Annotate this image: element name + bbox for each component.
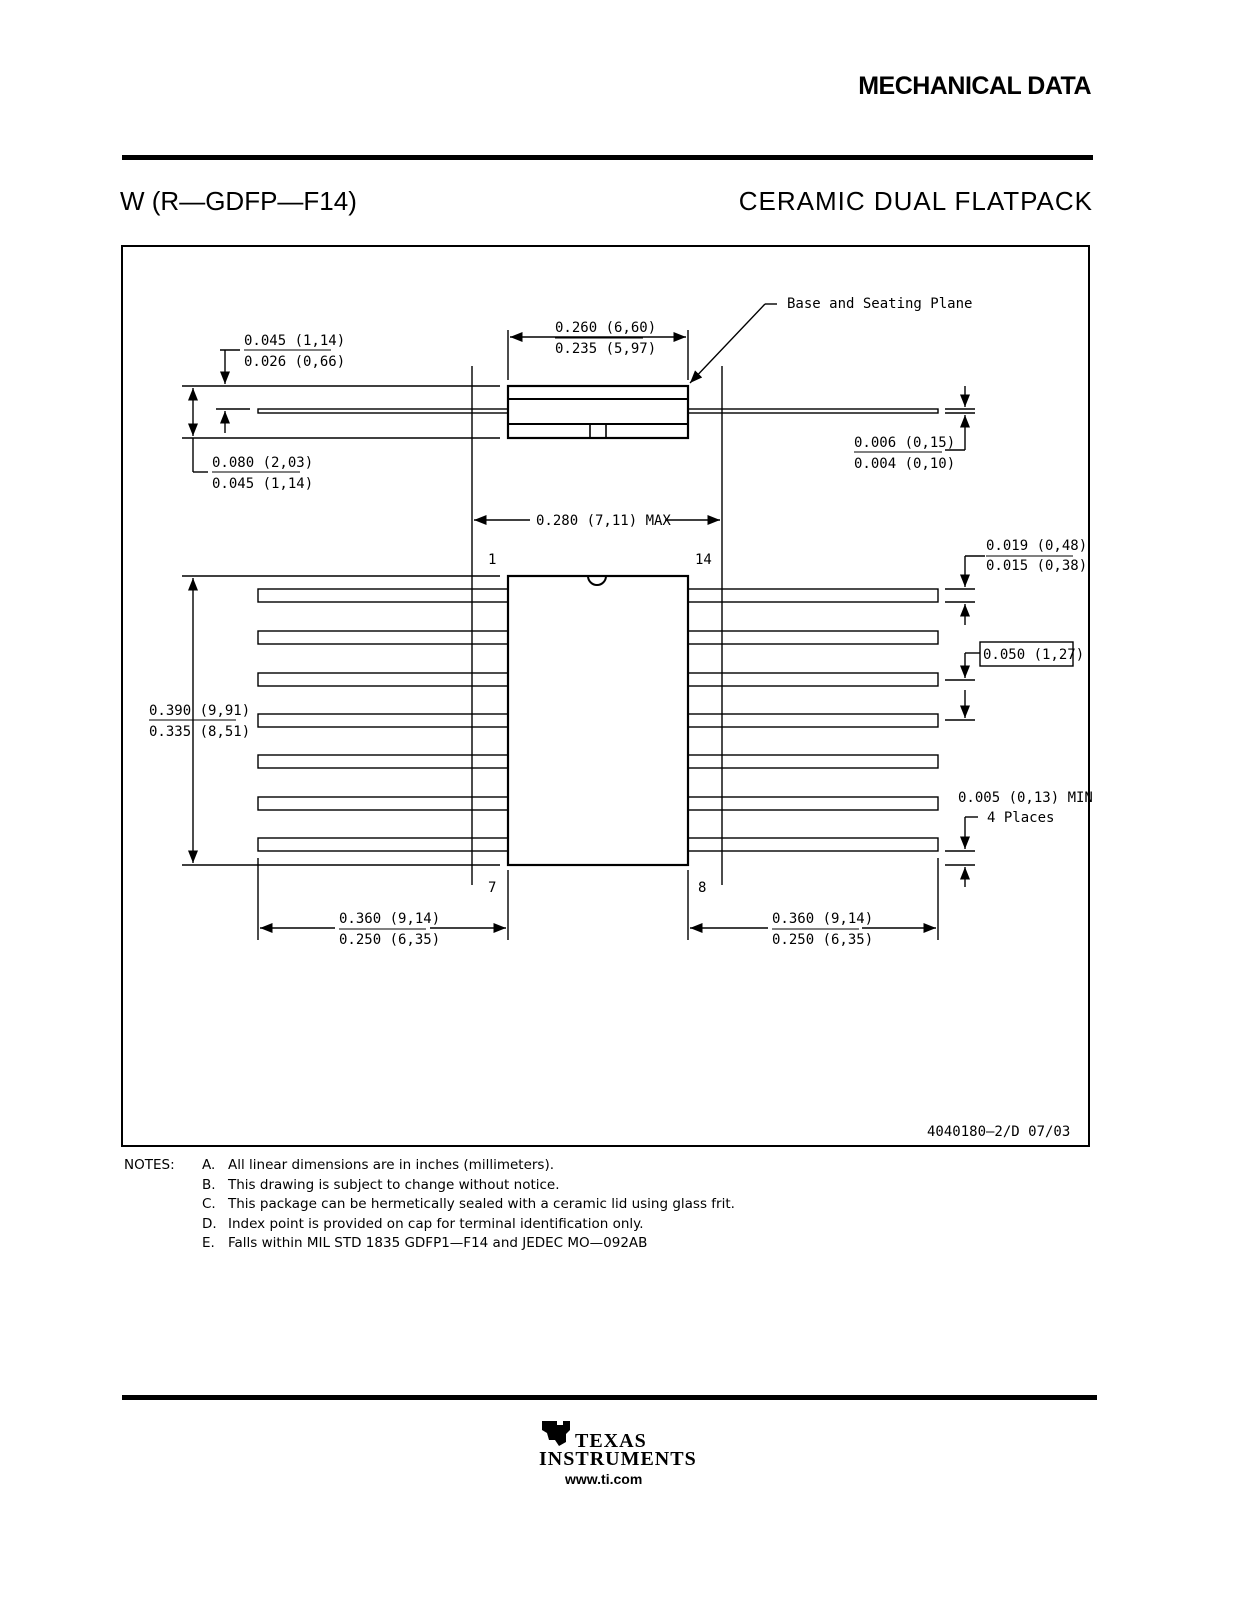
lead-right	[688, 797, 938, 810]
note-letter: E.	[202, 1235, 215, 1252]
note-text: This package can be hermetically sealed with a ceramic lid using glass frit.	[228, 1196, 735, 1213]
section-title: MECHANICAL DATA	[858, 72, 1091, 100]
note-item	[202, 1215, 735, 1235]
side-lead-left	[258, 409, 508, 413]
note-item	[202, 1176, 735, 1196]
note-item	[202, 1234, 735, 1254]
overall-width: 0.280 (7,11) MAX	[536, 513, 671, 529]
logo-instruments: INSTRUMENTS	[539, 1448, 697, 1470]
pitch-value: 0.050 (1,27)	[983, 647, 1085, 663]
height-min: 0.045 (1,14)	[212, 476, 314, 492]
logo-texas: TEXAS	[575, 1430, 647, 1452]
lead-left	[258, 755, 508, 768]
pin-number-8: 8	[698, 880, 707, 896]
lead-thickness-min: 0.004 (0,10)	[854, 456, 956, 472]
lead-right	[688, 714, 938, 727]
lead-length-left-max: 0.360 (9,14)	[339, 911, 441, 927]
note-item	[202, 1156, 735, 1176]
lead-left	[258, 589, 508, 602]
notes-list	[202, 1156, 735, 1254]
pin-number-1: 1	[488, 552, 497, 568]
body-width-max: 0.260 (6,60)	[555, 320, 657, 336]
top-view	[182, 556, 985, 940]
lead-right	[688, 631, 938, 644]
note-letter: C.	[202, 1196, 216, 1213]
lead-right	[688, 589, 938, 602]
lead-offset-max: 0.045 (1,14)	[244, 333, 346, 349]
note-text: Falls within MIL STD 1835 GDFP1—F14 and JEDEC MO—092AB	[228, 1235, 648, 1252]
package-name: CERAMIC DUAL FLATPACK	[738, 186, 1093, 216]
base-seating-label: Base and Seating Plane	[787, 296, 973, 312]
lead-right	[688, 673, 938, 686]
lead-length-left-min: 0.250 (6,35)	[339, 932, 441, 948]
website-url[interactable]: www.ti.com	[565, 1471, 643, 1487]
body-length-min: 0.335 (8,51)	[149, 724, 251, 740]
pin-number-7: 7	[488, 880, 497, 896]
ti-logo	[535, 1418, 695, 1490]
bottom-rule	[122, 1395, 1097, 1400]
lead-left	[258, 838, 508, 851]
drawing-number: 4040180—2/D 07/03	[927, 1124, 1071, 1140]
notes-label: NOTES:	[124, 1157, 175, 1173]
lead-left	[258, 797, 508, 810]
body-length-max: 0.390 (9,91)	[149, 703, 251, 719]
lead-right	[688, 838, 938, 851]
body-width-min: 0.235 (5,97)	[555, 341, 657, 357]
height-max: 0.080 (2,03)	[212, 455, 314, 471]
lead-gap-places: 4 Places	[987, 810, 1055, 826]
top-body	[508, 576, 688, 865]
side-body	[508, 386, 688, 438]
lead-left	[258, 714, 508, 727]
note-letter: B.	[202, 1176, 216, 1193]
side-view	[182, 304, 975, 885]
ti-chip-icon	[539, 1418, 575, 1448]
svg-text:ti: ti	[550, 1424, 567, 1440]
lead-left	[258, 631, 508, 644]
note-text: All linear dimensions are in inches (millimeters).	[228, 1157, 555, 1173]
lead-thickness-max: 0.006 (0,15)	[854, 435, 956, 451]
side-lead-right	[688, 409, 938, 413]
lead-right	[688, 755, 938, 768]
note-text: Index point is provided on cap for terminal identification only.	[228, 1215, 644, 1232]
lead-width-max: 0.019 (0,48)	[986, 538, 1088, 554]
pin-number-14: 14	[695, 552, 712, 568]
note-text: This drawing is subject to change without notice.	[228, 1176, 560, 1193]
note-item	[202, 1195, 735, 1215]
lead-offset-min: 0.026 (0,66)	[244, 354, 346, 370]
lead-gap-min: 0.005 (0,13) MIN	[958, 790, 1093, 806]
package-code: W (R—GDFP—F14)	[120, 186, 357, 216]
note-letter: D.	[202, 1215, 217, 1232]
lead-length-right-min: 0.250 (6,35)	[772, 932, 874, 948]
lead-left	[258, 673, 508, 686]
lead-width-min: 0.015 (0,38)	[986, 558, 1088, 574]
pin1-index-notch	[588, 576, 606, 585]
note-letter: A.	[202, 1157, 216, 1173]
lead-length-right-max: 0.360 (9,14)	[772, 911, 874, 927]
